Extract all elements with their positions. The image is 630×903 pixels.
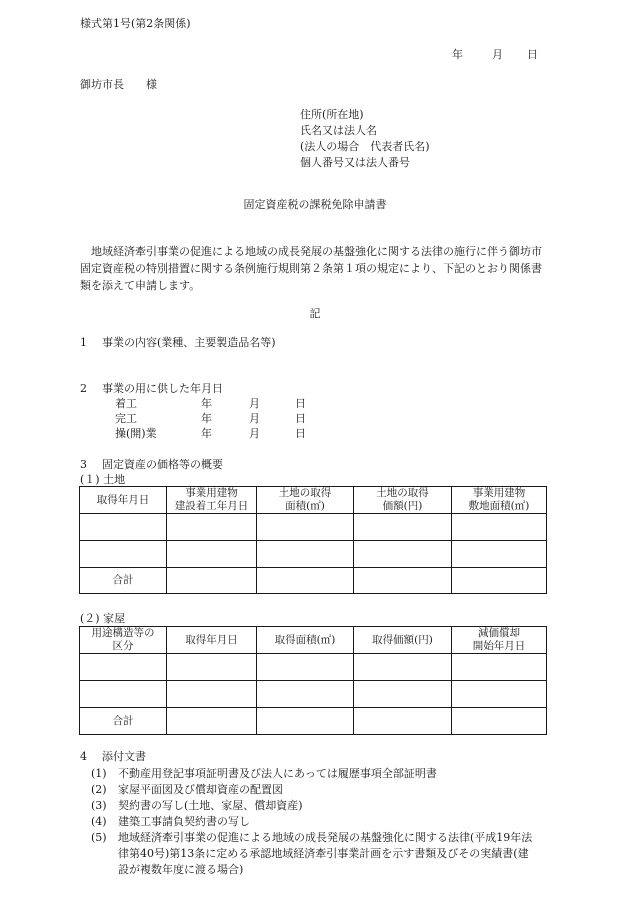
land-header-cell: 土地の取得 面積(㎡) (257, 487, 354, 514)
land-input-cell[interactable] (167, 514, 257, 541)
house-input-cell[interactable] (167, 654, 257, 681)
land-input-cell[interactable] (80, 514, 167, 541)
land-input-cell[interactable] (452, 568, 547, 594)
house-input-cell[interactable] (354, 681, 452, 708)
applicant-address: 住所(所在地) (300, 108, 364, 121)
date-month: 月 (492, 48, 503, 61)
attachment-item-number-row (91, 830, 118, 845)
schedule-month: 月 (249, 412, 260, 425)
section-4-label: 添付文書 (102, 750, 146, 763)
applicant-representative: (法人の場合 代表者氏名) (300, 140, 430, 153)
land-total-label: 合計 (80, 568, 167, 594)
schedule-day: 日 (295, 412, 306, 425)
land-header-row (80, 487, 547, 514)
land-input-cell[interactable] (354, 541, 452, 568)
house-input-cell[interactable] (354, 708, 452, 735)
house-total-row (80, 708, 547, 735)
house-input-cell[interactable] (452, 654, 547, 681)
attachment-number: (5) (91, 831, 107, 844)
land-input-cell[interactable] (257, 514, 354, 541)
house-input-cell[interactable] (257, 654, 354, 681)
land-data-row (80, 541, 547, 568)
section-2-number: 2 (80, 382, 87, 395)
attachment-text: 家屋平面図及び償却資産の配置図 (118, 783, 283, 796)
schedule-month: 月 (249, 427, 260, 440)
land-header-cell: 事業用建物 敷地面積(㎡) (452, 487, 547, 514)
addressee: 御坊市長 様 (80, 78, 157, 91)
section-1-number: 1 (80, 336, 87, 349)
schedule-day: 日 (295, 397, 306, 410)
date-line (452, 47, 538, 62)
schedule-year: 年 (201, 397, 212, 410)
house-data-row (80, 654, 547, 681)
house-header-cell: 用途構造等の 区分 (80, 627, 167, 654)
house-input-cell[interactable] (452, 681, 547, 708)
schedule-day: 日 (295, 427, 306, 440)
date-day: 日 (527, 48, 538, 61)
section-2-label: 事業の用に供した年月日 (102, 382, 223, 395)
house-input-cell[interactable] (167, 681, 257, 708)
land-total-row (80, 568, 547, 594)
land-input-cell[interactable] (354, 514, 452, 541)
land-table (79, 486, 547, 594)
house-header-cell: 取得年月日 (167, 627, 257, 654)
land-input-cell[interactable] (257, 541, 354, 568)
land-input-cell[interactable] (167, 541, 257, 568)
attachment-text: 契約書の写し(土地、家屋、償却資産) (118, 799, 303, 812)
applicant-name: 氏名又は法人名 (300, 124, 377, 137)
document-title: 固定資産税の課税免除申請書 (243, 198, 387, 211)
ki-heading: 記 (309, 307, 321, 320)
section-3-number: 3 (80, 458, 87, 471)
schedule-label: 完工 (115, 412, 137, 425)
section-4-number: 4 (80, 750, 87, 763)
date-year: 年 (452, 48, 463, 61)
house-header-row (80, 627, 547, 654)
house-header-cell: 減価償却 開始年月日 (452, 627, 547, 654)
attachment-item (91, 782, 283, 797)
attachment-number: (1) (91, 767, 107, 780)
attachment-number: (4) (91, 815, 107, 828)
attachment-number: (2) (91, 783, 107, 796)
schedule-row (115, 396, 315, 411)
house-input-cell[interactable] (354, 654, 452, 681)
land-data-row (80, 514, 547, 541)
schedule-row (115, 411, 315, 426)
house-input-cell[interactable] (80, 654, 167, 681)
attachment-item (91, 798, 303, 813)
applicant-id-number: 個人番号又は法人番号 (300, 156, 410, 169)
section-3-label: 固定資産の価格等の概要 (102, 458, 223, 471)
house-header-cell: 取得面積(㎡) (257, 627, 354, 654)
schedule-year: 年 (201, 427, 212, 440)
schedule-label: 着工 (115, 397, 137, 410)
body-paragraph: 地域経済牽引事業の促進による地域の成長発展の基盤強化に関する法律の施行に伴う御坊市固定資産税の特別措置に関する条例施行規則第２条第１項の規定により、下記のとおり関係書類を添えて申請します。 (80, 245, 542, 292)
section-4-heading (80, 749, 146, 764)
house-input-cell[interactable] (257, 708, 354, 735)
land-input-cell[interactable] (257, 568, 354, 594)
land-header-cell: 取得年月日 (80, 487, 167, 514)
schedule-list (115, 396, 315, 441)
house-input-cell[interactable] (80, 681, 167, 708)
land-input-cell[interactable] (354, 568, 452, 594)
house-input-cell[interactable] (257, 681, 354, 708)
section-1-label: 事業の内容(業種、主要製造品名等) (102, 336, 276, 349)
house-input-cell[interactable] (167, 708, 257, 735)
land-header-cell: 土地の取得 価額(円) (354, 487, 452, 514)
attachment-text: 建築工事請負契約書の写し (118, 815, 250, 828)
house-input-cell[interactable] (452, 708, 547, 735)
schedule-month: 月 (249, 397, 260, 410)
attachment-text-long: 地域経済牽引事業の促進による地域の成長発展の基盤強化に関する法律(平成19年法律第40号)第13条に定める承認地域経済牽引事業計画を示す書類及びその実績書(建設が複数年度に渡る場合) (118, 831, 533, 876)
land-input-cell[interactable] (167, 568, 257, 594)
land-input-cell[interactable] (452, 541, 547, 568)
schedule-row (115, 426, 315, 441)
schedule-year: 年 (201, 412, 212, 425)
house-subheading: (２) 家屋 (80, 612, 126, 625)
section-2-heading (80, 381, 223, 396)
attachment-number: (3) (91, 799, 107, 812)
attachment-text: 不動産用登記事項証明書及び法人にあっては履歴事項全部証明書 (118, 767, 437, 780)
land-subheading: (１) 土地 (80, 473, 126, 486)
section-3-heading (80, 457, 223, 472)
attachment-item (91, 766, 437, 781)
land-input-cell[interactable] (452, 514, 547, 541)
form-number: 様式第1号(第2条関係) (80, 17, 191, 30)
house-header-cell: 取得価額(円) (354, 627, 452, 654)
applicant-block (300, 107, 430, 171)
house-total-label: 合計 (80, 708, 167, 735)
attachment-item (91, 814, 250, 829)
land-input-cell[interactable] (80, 541, 167, 568)
land-header-cell: 事業用建物 建設着工年月日 (167, 487, 257, 514)
section-1-heading (80, 335, 276, 350)
schedule-label: 操(開)業 (115, 427, 157, 440)
house-table (79, 626, 547, 735)
house-data-row (80, 681, 547, 708)
